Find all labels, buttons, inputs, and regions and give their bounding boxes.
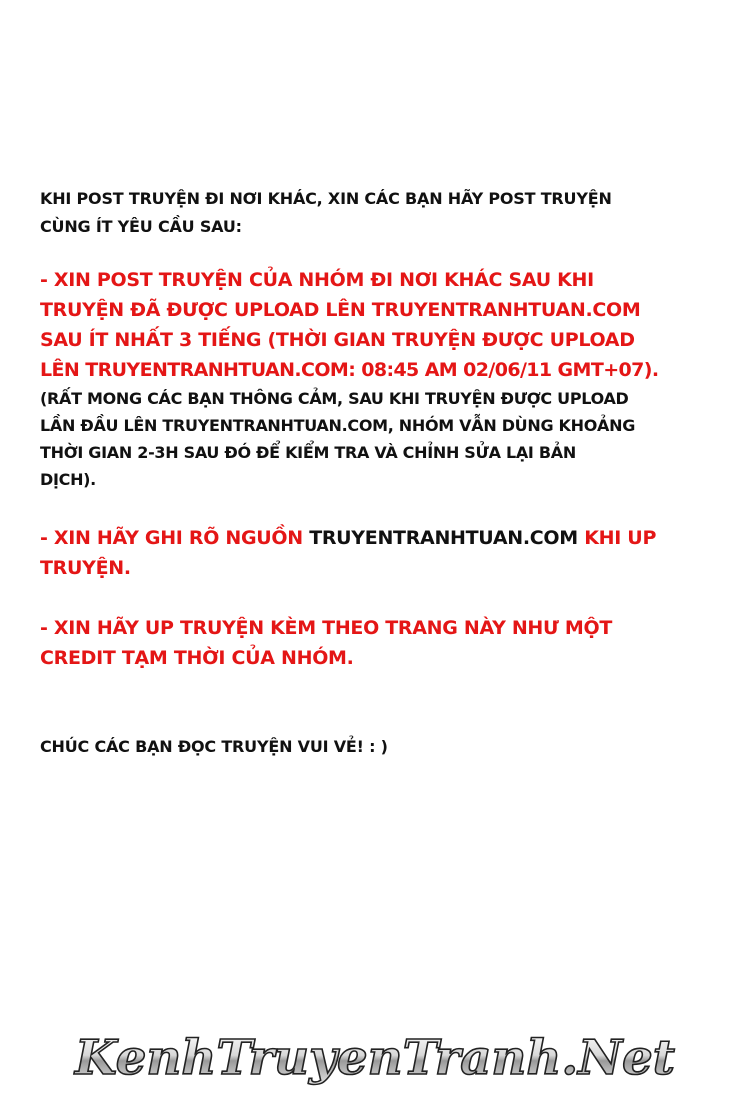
requirement-2-paragraph: [40, 523, 730, 583]
requirement-3-paragraph: [40, 613, 730, 673]
note-paragraph: [40, 385, 730, 493]
requirement-1-line-2: TRUYỆN ĐÃ ĐƯỢC UPLOAD LÊN TRUYENTRANHTUAN.COM: [40, 299, 641, 321]
requirement-2-line-2: TRUYỆN.: [40, 557, 131, 579]
requirement-3-line-2: CREDIT TẠM THỜI CỦA NHÓM.: [40, 647, 354, 669]
intro-line-2: CÙNG ÍT YÊU CẦU SAU:: [40, 217, 242, 236]
intro-line-1: KHI POST TRUYỆN ĐI NƠI KHÁC, XIN CÁC BẠN HÃY POST TRUYỆN: [40, 189, 612, 208]
closing-paragraph: [40, 733, 730, 761]
note-line-3: THỜI GIAN 2-3H SAU ĐÓ ĐỂ KIỂM TRA VÀ CHỈNH SỬA LẠI BẢN: [40, 443, 576, 462]
note-line-4: DỊCH).: [40, 470, 96, 489]
note-line-1: (RẤT MONG CÁC BẠN THÔNG CẢM, SAU KHI TRUYỆN ĐƯỢC UPLOAD: [40, 389, 629, 408]
requirement-3-line-1: - XIN HÃY UP TRUYỆN KÈM THEO TRANG NÀY NHƯ MỘT: [40, 617, 613, 639]
requirement-1-line-4: LÊN TRUYENTRANHTUAN.COM: 08:45 AM 02/06/11 GMT+07).: [40, 359, 659, 381]
watermark-text: KenhTruyenTranh.Net: [72, 1030, 676, 1086]
requirement-1-line-1: - XIN POST TRUYỆN CỦA NHÓM ĐI NƠI KHÁC SAU KHI: [40, 269, 594, 291]
closing-line: CHÚC CÁC BẠN ĐỌC TRUYỆN VUI VẺ! : ): [40, 737, 388, 756]
note-line-2: LẦN ĐẦU LÊN TRUYENTRANHTUAN.COM, NHÓM VẪN DÙNG KHOẢNG: [40, 416, 636, 435]
requirement-2-prefix: - XIN HÃY GHI RÕ NGUỒN: [40, 527, 303, 549]
requirement-2-suffix: KHI UP: [584, 527, 657, 549]
credit-page-text: [40, 185, 730, 761]
site-watermark: [70, 1028, 680, 1092]
requirement-2-source: TRUYENTRANHTUAN.COM: [309, 527, 578, 549]
requirement-1-line-3: SAU ÍT NHẤT 3 TIẾNG (THỜI GIAN TRUYỆN ĐƯỢC UPLOAD: [40, 329, 635, 351]
requirement-1-paragraph: [40, 265, 730, 385]
intro-paragraph: [40, 185, 730, 241]
